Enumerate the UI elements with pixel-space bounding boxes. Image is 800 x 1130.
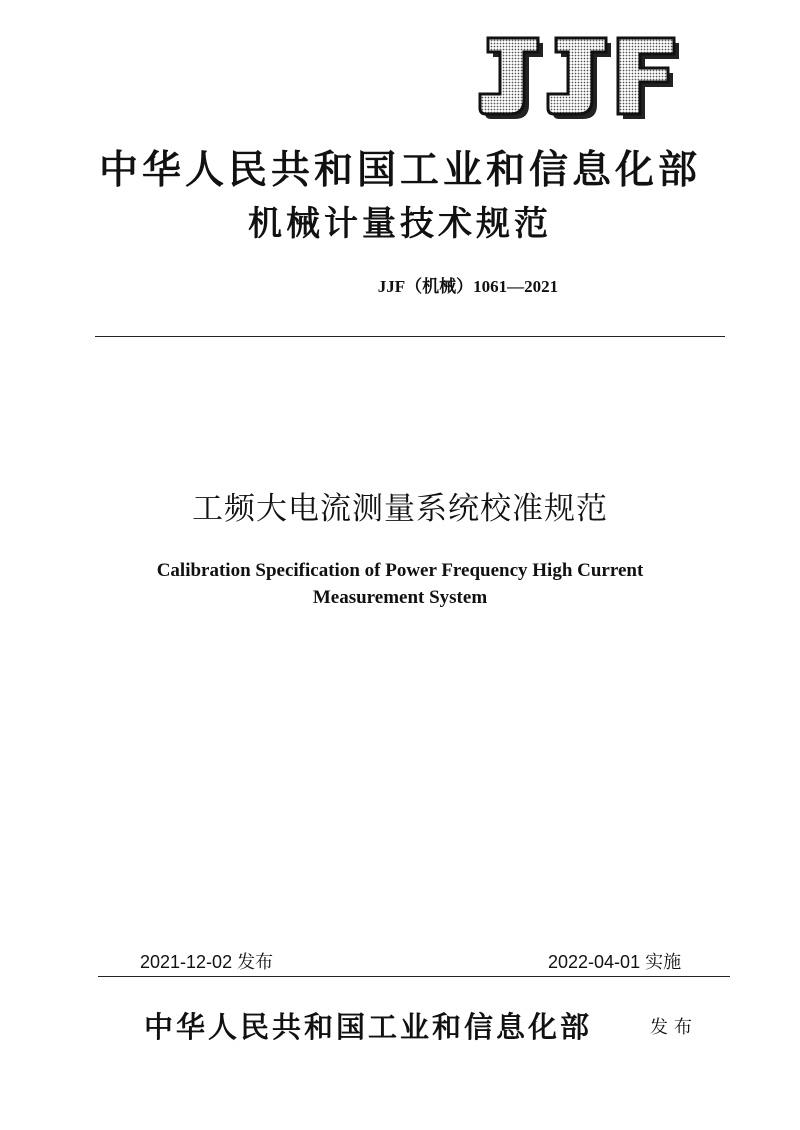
- issuer-name: 中华人民共和国工业和信息化部: [144, 1010, 593, 1044]
- specification-title-en-line2: Measurement System: [312, 587, 488, 608]
- ministry-title-line1: 中华人民共和国工业和信息化部: [98, 147, 701, 193]
- header-divider: [95, 336, 725, 337]
- jjf-logo: [478, 36, 683, 122]
- publish-date: 2021-12-02 发布: [140, 952, 274, 972]
- issuer-suffix: 发布: [650, 1017, 698, 1038]
- implementation-date: 2022-04-01 实施: [548, 952, 682, 972]
- ministry-title-line2: 机械计量技术规范: [248, 204, 552, 244]
- specification-title-en-line1: Calibration Specification of Power Frequency High Current: [156, 560, 644, 581]
- document-number: JJF（机械）1061—2021: [377, 277, 559, 296]
- specification-title-cn: 工频大电流测量系统校准规范: [192, 491, 608, 527]
- footer-divider: [98, 976, 730, 977]
